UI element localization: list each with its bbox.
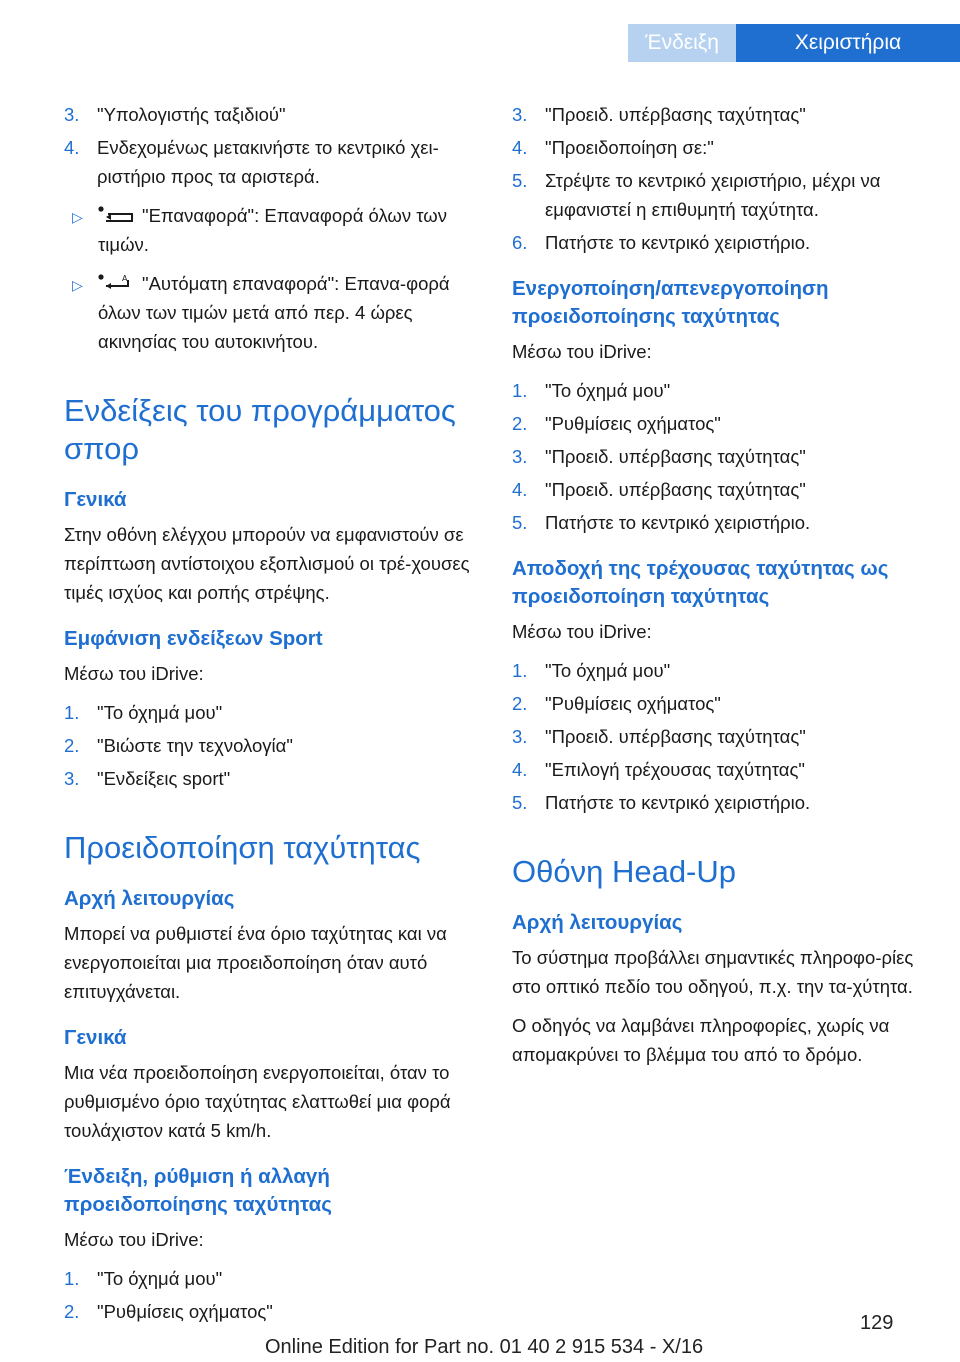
list-item: 5. Πατήστε το κεντρικό χειριστήριο. [512, 792, 811, 813]
edition-footer: Online Edition for Part no. 01 40 2 915 534 - X/16 [265, 1336, 704, 1358]
sub-list-item: ▷ A "Αυτόματη επαναφορά": Επανα-φορά όλων των τιμών μετά από περ. 4 ώρες ακινησίας του αυτοκινήτου. [64, 269, 480, 356]
triangle-bullet-icon: ▷ [72, 277, 83, 293]
subsection-title: Αρχή λειτουργίας [64, 887, 235, 910]
list-item: 2. "Ρυθμίσεις οχήματος" [512, 693, 721, 714]
page-number: 129 [860, 1312, 894, 1334]
paragraph: Μέσω του iDrive: [64, 1229, 204, 1250]
section-title: Ενδείξεις του προγράμματος σπορ [64, 393, 456, 466]
tab-controls[interactable]: Χειριστήρια [736, 24, 960, 62]
tab-display[interactable]: Ένδειξη [628, 24, 736, 62]
list-item: 3. "Προειδ. υπέρβασης ταχύτητας" [512, 104, 806, 125]
subsection-title: Γενικά [64, 1026, 127, 1049]
list-item: 1. "Το όχημά μου" [64, 1268, 223, 1289]
subsection-title: Αρχή λειτουργίας [512, 911, 683, 934]
subsection-title: Ένδειξη, ρύθμιση ή αλλαγή προειδοποίησης ταχύτητας [64, 1165, 332, 1216]
list-item: 1. "Το όχημά μου" [512, 660, 671, 681]
subsection-title: Εμφάνιση ενδείξεων Sport [64, 627, 323, 650]
list-item: 3. "Ενδείξεις sport" [64, 768, 231, 789]
paragraph: Μέσω του iDrive: [512, 621, 652, 642]
paragraph: Ο οδηγός να λαμβάνει πληροφορίες, χωρίς να απομακρύνει το βλέμμα του από το δρόμο. [512, 1015, 890, 1065]
subsection-title: Ενεργοποίηση/απενεργοποίηση προειδοποίησης ταχύτητας [512, 277, 829, 328]
paragraph: Μέσω του iDrive: [512, 341, 652, 362]
list-item: 4. Ενδεχομένως μετακινήστε το κεντρικό χει-ριστήριο προς τα αριστερά. [64, 137, 439, 187]
reset-icon [98, 206, 134, 224]
list-item: 5. Πατήστε το κεντρικό χειριστήριο. [512, 512, 811, 533]
paragraph: Στην οθόνη ελέγχου μπορούν να εμφανιστούν σε περίπτωση αντίστοιχου εξοπλισμού οι τρέ-χουσες τιμές ισχύος και ροπής στρέψης. [64, 524, 470, 603]
list-item: 1. "Το όχημά μου" [64, 702, 223, 723]
list-item: 4. "Επιλογή τρέχουσας ταχύτητας" [512, 759, 805, 780]
auto-reset-icon [98, 274, 134, 292]
list-item: 3. "Προειδ. υπέρβασης ταχύτητας" [512, 726, 806, 747]
subsection-title: Γενικά [64, 488, 127, 511]
section-title: Προειδοποίηση ταχύτητας [64, 830, 421, 865]
list-item: 4. "Προειδοποίηση σε:" [512, 137, 714, 158]
paragraph: Μέσω του iDrive: [64, 663, 204, 684]
list-item: 2. "Ρυθμίσεις οχήματος" [512, 413, 721, 434]
paragraph: Το σύστημα προβάλλει σημαντικές πληροφο-ρίες στο οπτικό πεδίο του οδηγού, π.χ. την τα-χύτητα. [512, 947, 914, 997]
list-item: 1. "Το όχημά μου" [512, 380, 671, 401]
svg-text:A: A [122, 274, 128, 283]
page-header [0, 0, 960, 62]
list-item: 4. "Προειδ. υπέρβασης ταχύτητας" [512, 479, 806, 500]
list-item: 2. "Βιώστε την τεχνολογία" [64, 735, 293, 756]
triangle-bullet-icon: ▷ [72, 209, 83, 225]
paragraph: Μια νέα προειδοποίηση ενεργοποιείται, όταν το ρυθμισμένο όριο ταχύτητας ελαττωθεί μια φορά τουλάχιστον κατά 5 km/h. [64, 1062, 451, 1141]
sub-list-item: ▷ "Επαναφορά": Επαναφορά όλων των τιμών. [64, 201, 480, 259]
list-item: 6. Πατήστε το κεντρικό χειριστήριο. [512, 232, 811, 253]
section-title: Οθόνη Head-Up [512, 854, 737, 889]
list-item: 2. "Ρυθμίσεις οχήματος" [64, 1301, 273, 1322]
list-item: 3. "Υπολογιστής ταξιδιού" [64, 104, 286, 125]
list-item: 3. "Προειδ. υπέρβασης ταχύτητας" [512, 446, 806, 467]
left-column [64, 100, 480, 1330]
subsection-title: Αποδοχή της τρέχουσας ταχύτητας ως προειδοποίηση ταχύτητας [512, 557, 889, 608]
right-column [512, 100, 924, 1079]
paragraph: Μπορεί να ρυθμιστεί ένα όριο ταχύτητας και να ενεργοποιείται μια προειδοποίηση όταν αυτό επιτυγχάνεται. [64, 923, 447, 1002]
list-item: 5. Στρέψτε το κεντρικό χειριστήριο, μέχρι να εμφανιστεί η επιθυμητή ταχύτητα. [512, 170, 881, 220]
